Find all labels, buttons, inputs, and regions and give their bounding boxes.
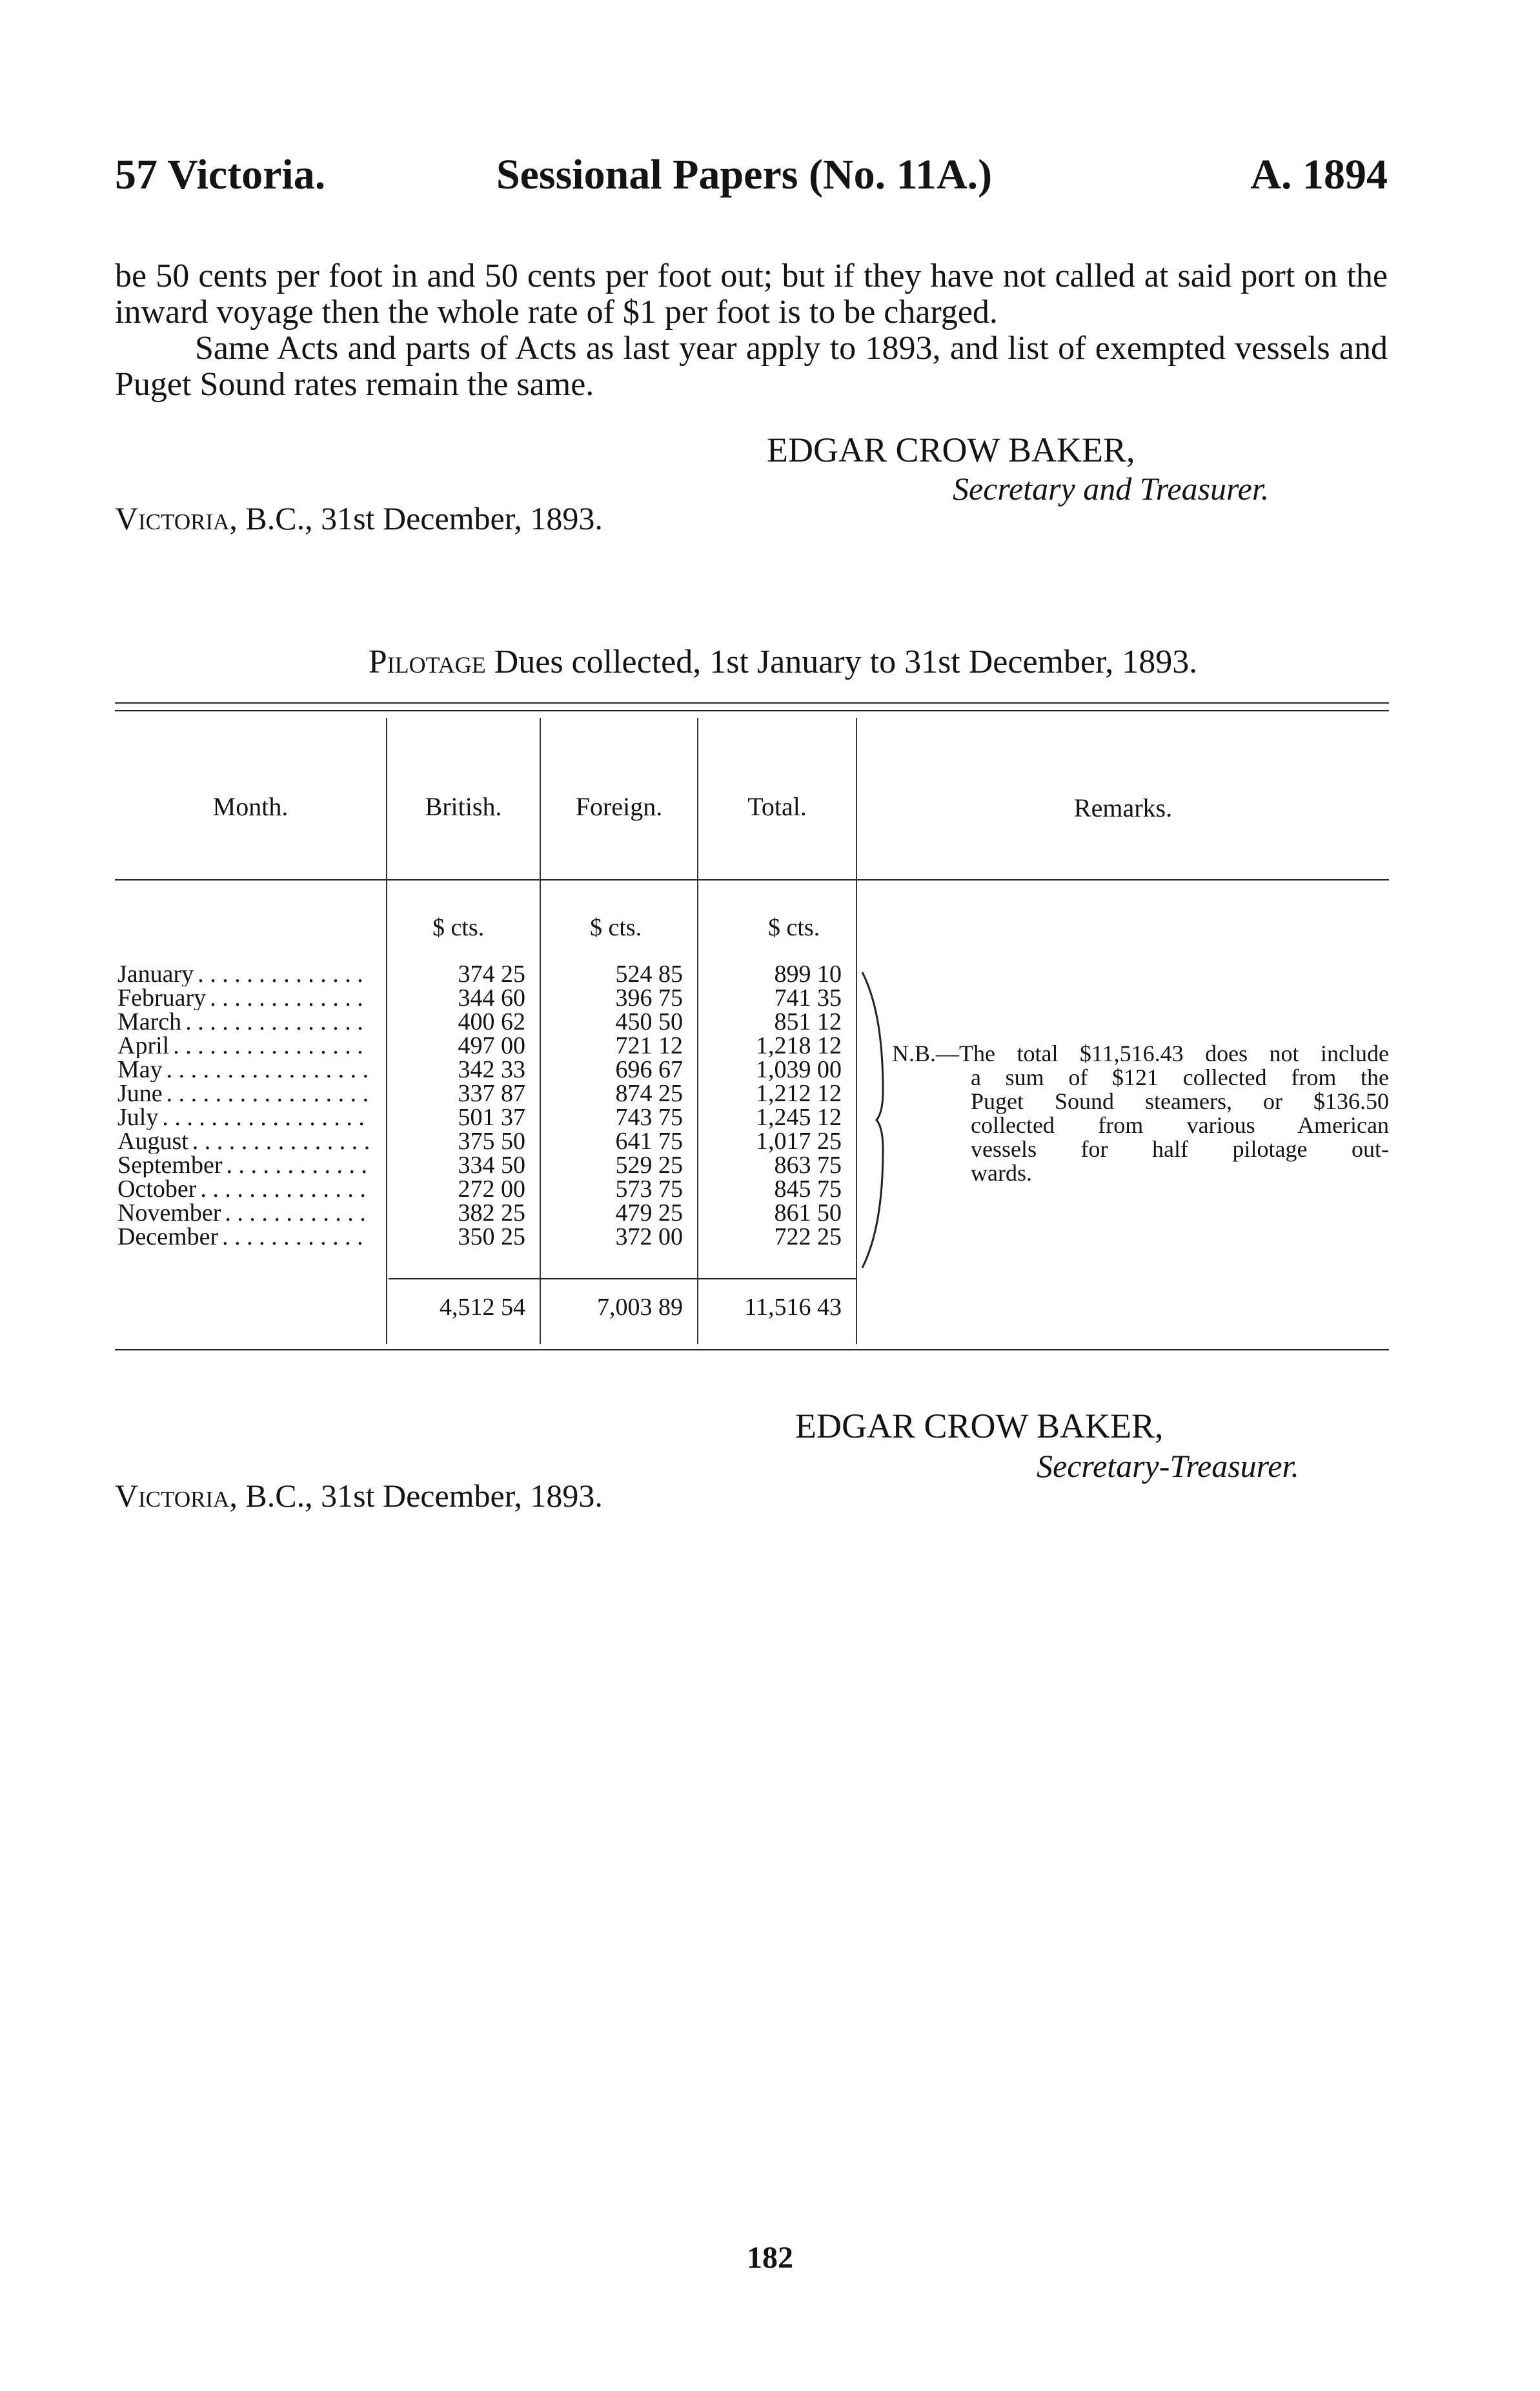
intro-paragraph-2: Same Acts and parts of Acts as last year apply to 1893, and list of exempted vessels and Puget Sound rates remain the same. <box>115 330 1388 403</box>
month-cell <box>117 1033 369 1058</box>
month-cell <box>117 1081 369 1106</box>
signature-place-1: Victoria, <box>115 500 238 536</box>
month-name: June <box>117 1081 163 1106</box>
month-cell <box>117 1057 369 1082</box>
signature-title-2: Secretary-Treasurer. <box>1037 1448 1299 1484</box>
foreign-cell: 721 12 <box>615 1032 683 1059</box>
british-cell: 350 25 <box>458 1223 525 1250</box>
total-cell: 1,245 12 <box>756 1104 842 1131</box>
month-name: September <box>117 1153 223 1177</box>
british-cell: 272 00 <box>458 1175 525 1203</box>
month-cell <box>117 1129 369 1154</box>
table-bottom-rule <box>115 1349 1389 1350</box>
foreign-cell: 874 25 <box>615 1080 683 1107</box>
foreign-cell: 529 25 <box>615 1152 683 1179</box>
month-name: January <box>117 962 194 986</box>
remark-line: wards. <box>971 1160 1032 1186</box>
total-cell: 722 25 <box>774 1223 842 1250</box>
foreign-cell: 479 25 <box>615 1199 683 1226</box>
table-top-rule-1 <box>115 702 1389 704</box>
running-header-left: 57 Victoria. <box>115 151 326 198</box>
total-cell: 899 10 <box>774 961 842 988</box>
column-header-total: Total. <box>747 792 807 821</box>
remark-line: collected from various American <box>971 1112 1389 1138</box>
british-cell: 344 60 <box>458 984 525 1012</box>
month-cell <box>117 1225 369 1249</box>
running-header-right: A. 1894 <box>1250 151 1388 198</box>
month-name: April <box>117 1033 170 1058</box>
foreign-cell: 524 85 <box>615 961 683 988</box>
total-foreign: 7,003 89 <box>597 1294 683 1321</box>
foreign-cell: 743 75 <box>615 1104 683 1131</box>
units-foreign: $ cts. <box>590 914 642 941</box>
units-british: $ cts. <box>432 914 485 941</box>
foreign-cell: 641 75 <box>615 1128 683 1155</box>
month-cell <box>117 1177 369 1201</box>
column-header-remarks: Remarks. <box>1073 793 1173 822</box>
total-cell: 1,218 12 <box>756 1032 842 1059</box>
column-header-month: Month. <box>212 792 289 821</box>
foreign-cell: 696 67 <box>615 1056 683 1083</box>
british-cell: 334 50 <box>458 1152 525 1179</box>
total-cell: 1,039 00 <box>756 1056 842 1083</box>
total-cell: 863 75 <box>774 1152 842 1179</box>
signature-date-1: B.C., 31st December, 1893. <box>245 500 603 536</box>
month-name: February <box>117 986 207 1010</box>
total-cell: 851 12 <box>774 1008 842 1035</box>
british-cell: 374 25 <box>458 961 525 988</box>
signature-name-2: EDGAR CROW BAKER, <box>795 1407 1164 1445</box>
british-cell: 337 87 <box>458 1080 525 1107</box>
total-total: 11,516 43 <box>744 1294 842 1321</box>
british-cell: 382 25 <box>458 1199 525 1226</box>
table-title-pilotage: Pilotage <box>368 644 486 680</box>
foreign-cell: 450 50 <box>615 1008 683 1035</box>
remark-line: vessels for half pilotage out- <box>971 1136 1389 1162</box>
foreign-cell: 372 00 <box>615 1223 683 1250</box>
month-name: August <box>117 1129 188 1154</box>
foreign-cell: 396 75 <box>615 984 683 1012</box>
table-title-rest: Dues collected, 1st January to 31st December, 1893. <box>485 644 1198 680</box>
running-header-center: Sessional Papers (No. 11A.) <box>496 151 993 198</box>
month-name: July <box>117 1105 159 1130</box>
remarks-brace <box>857 968 889 1272</box>
total-cell: 1,017 25 <box>756 1128 842 1155</box>
foreign-cell: 573 75 <box>615 1175 683 1203</box>
month-cell <box>117 986 369 1010</box>
total-cell: 845 75 <box>774 1175 842 1203</box>
total-cell: 861 50 <box>774 1199 842 1226</box>
table-header-rule <box>115 879 1389 880</box>
signature-place-date-2 <box>115 1480 603 1512</box>
intro-paragraph-1: be 50 cents per foot in and 50 cents per foot out; but if they have not called at said port on the inward voyage then the whole rate of $1 per foot is to be charged. <box>115 258 1388 331</box>
month-name: October <box>117 1177 197 1201</box>
month-name: March <box>117 1010 182 1034</box>
british-cell: 342 33 <box>458 1056 525 1083</box>
remark-line: Puget Sound steamers, or $136.50 <box>971 1088 1389 1114</box>
month-name: November <box>117 1201 221 1225</box>
month-cell <box>117 1105 369 1130</box>
column-header-foreign: Foreign. <box>575 792 663 821</box>
total-british: 4,512 54 <box>440 1294 525 1321</box>
month-cell <box>117 1153 369 1177</box>
british-cell: 375 50 <box>458 1128 525 1155</box>
page-number: 182 <box>747 2241 793 2275</box>
month-name: May <box>117 1057 163 1082</box>
signature-place-date-1 <box>115 502 603 534</box>
column-header-british: British. <box>425 792 502 821</box>
month-cell <box>117 962 369 986</box>
signature-date-2: B.C., 31st December, 1893. <box>245 1478 603 1514</box>
british-cell: 400 62 <box>458 1008 525 1035</box>
total-cell: 741 35 <box>774 984 842 1012</box>
remark-line: a sum of $121 collected from the <box>971 1064 1389 1090</box>
british-cell: 497 00 <box>458 1032 525 1059</box>
total-cell: 1,212 12 <box>756 1080 842 1107</box>
table-top-rule-2 <box>115 710 1389 711</box>
signature-place-2: Victoria, <box>115 1478 238 1514</box>
table-totals-rule <box>389 1278 856 1279</box>
signature-title-1: Secretary and Treasurer. <box>953 471 1270 507</box>
month-cell <box>117 1201 369 1225</box>
month-name: December <box>117 1225 219 1249</box>
remark-line: N.B.—The total $11,516.43 does not include <box>892 1041 1389 1066</box>
signature-name-1: EDGAR CROW BAKER, <box>767 431 1135 469</box>
british-cell: 501 37 <box>458 1104 525 1131</box>
month-cell <box>117 1010 369 1034</box>
table-title <box>0 646 1540 679</box>
units-total: $ cts. <box>768 914 820 941</box>
